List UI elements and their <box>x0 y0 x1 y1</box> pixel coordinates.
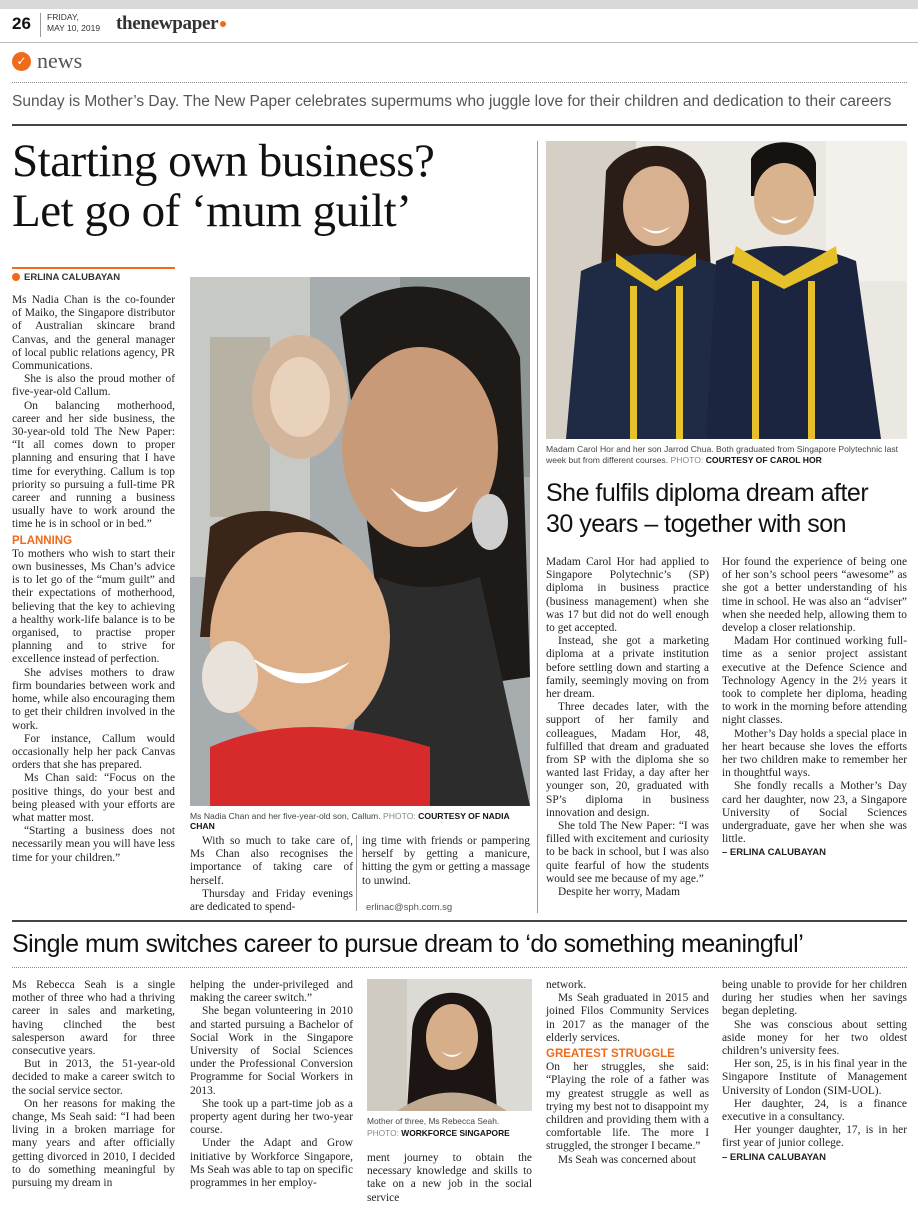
photo-caption-carol <box>546 444 907 466</box>
dotted-divider <box>12 967 907 968</box>
story2-column-2 <box>722 556 907 912</box>
subhead-greatest-struggle: GREATEST STRUGGLE <box>546 1048 675 1061</box>
paragraph: ment journey to obtain the necessary knowledge and skills to take on a new job in the social service <box>367 1152 532 1204</box>
photo-credit: COURTESY OF NADIA CHAN <box>190 811 510 831</box>
story2-headline-line1: She fulfils diploma dream after <box>546 479 869 507</box>
paragraph: To mothers who wish to start their own businesses, Ms Chan’s advice is to let go of the “mum guilt” and their expectations of motherhood, believing that the key to achieving a healthy work-life balance is to be organised, to practise proper planning and to strive for excellence instead of perfection. <box>12 547 175 666</box>
story1-headline <box>12 136 542 236</box>
issue-date <box>47 12 100 34</box>
story1-headline-line2: Let go of ‘mum guilt’ <box>12 185 412 237</box>
story3-column-3 <box>367 1152 532 1204</box>
paragraph: Ms Nadia Chan is the co-founder of Maiko, the Singapore distributor of Australian skincare brand Canvas, and the general manager of local public relations agency, PR Communications. <box>12 294 175 373</box>
story2-signoff: – ERLINA CALUBAYAN <box>722 847 826 859</box>
subhead-planning: PLANNING <box>12 534 73 547</box>
story1-column-1 <box>12 294 175 916</box>
paragraph: helping the under-privileged and making the career switch.” <box>190 979 353 1005</box>
logo-dot-icon <box>220 21 226 27</box>
paragraph: Under the Adapt and Grow initiative by Workforce Singapore, Ms Seah was able to tap on specific programmes in her employ- <box>190 1137 353 1190</box>
paragraph: She advises mothers to draw firm boundaries between work and home, while also encouraging them to get their children involved in the work. <box>12 666 175 732</box>
rule-divider <box>12 124 907 126</box>
check-icon: ✓ <box>12 52 31 71</box>
byline-dot-icon <box>12 273 20 281</box>
photo-nadia-chan-and-son <box>190 277 530 806</box>
paragraph: Madam Carol Hor had applied to Singapore Polytechnic’s (SP) diploma in business practice (business management) when she was 17 but did not do well enough to get accepted. <box>546 556 709 635</box>
caption-text: Ms Nadia Chan and her five-year-old son, Callum. <box>190 811 381 821</box>
paragraph: But in 2013, the 51-year-old decided to make a career switch to the social service sector. <box>12 1058 175 1097</box>
column-divider <box>356 835 357 911</box>
paragraph: She told The New Paper: “I was filled with excitement and curiosity to be back in school, but I was also quite fearful of how the students would see me because of my age.” <box>546 820 709 885</box>
logo-text: thenewpaper <box>116 13 219 34</box>
story3-column-4 <box>546 979 709 1195</box>
story1-column-2 <box>190 835 353 915</box>
issue-day: FRIDAY, <box>47 12 79 22</box>
paragraph: For instance, Callum would occasionally help her pack Canvas orders that she has prepared. <box>12 732 175 772</box>
paragraph: Her son, 25, is in his final year in the Singapore Institute of Management University of London (SIM-UOL). <box>722 1058 907 1097</box>
story1-column-3 <box>362 835 530 891</box>
byline-name: ERLINA CALUBAYAN <box>24 272 121 283</box>
masthead-divider <box>40 13 41 37</box>
page-tagline: Sunday is Mother’s Day. The New Paper celebrates supermums who juggle love for their children and dedication to their careers <box>12 93 892 110</box>
paragraph: Her younger daughter, 17, is in her first year of junior college. <box>722 1124 907 1150</box>
photo-credit-prefix: PHOTO: <box>367 1128 399 1138</box>
photo-credit-prefix: PHOTO: <box>670 455 704 465</box>
byline-rule <box>12 267 175 269</box>
dotted-divider <box>12 82 907 83</box>
author-email: erlinac@sph.com.sg <box>366 902 453 913</box>
paragraph: Ms Seah was concerned about <box>558 1153 696 1166</box>
paragraph: Madam Hor continued working full-time as a senior project assistant executive at the Defence Science and Technology Agency in the 2½ years it took to complete her diploma, heading to work in the morning before attending night classes. <box>722 635 907 727</box>
paragraph: network. <box>546 979 587 991</box>
issue-date-text: MAY 10, 2019 <box>47 23 101 33</box>
paragraph: Hor found the experience of being one of her son’s school peers “awesome” as she got a better understanding of his time in school. He was also an “adviser” when she needed help, allowing them to develop a closer relationship. <box>722 556 907 635</box>
paragraph: She is also the proud mother of five-year-old Callum. <box>12 373 175 399</box>
photo-carol-hor-and-son <box>546 141 907 439</box>
story2-headline <box>546 478 907 540</box>
caption-text: Mother of three, Ms Rebecca Seah. <box>367 1116 500 1126</box>
story3-signoff: – ERLINA CALUBAYAN <box>722 1151 826 1163</box>
photo-rebecca-seah <box>367 979 532 1111</box>
section-label: news <box>37 48 83 73</box>
paragraph: She fondly recalls a Mother’s Day card her daughter, now 23, a Singapore University of Social Sciences undergraduate, gave her when she was little. <box>722 780 907 846</box>
story1-headline-line1: Starting own business? <box>12 135 435 187</box>
paragraph: Ms Chan said: “Focus on the positive things, do your best and being pleased with your efforts are what matter most. <box>12 772 175 824</box>
paragraph: Three decades later, with the support of her family and colleagues, Madam Hor, 48, fulfilled that dream and graduated from SP with the diploma she so wanted last Friday, a day after her younger son, 20, graduated with SP’s diploma in business innovation and design. <box>546 701 709 819</box>
paragraph: Ms Seah graduated in 2015 and joined Filos Community Services in 2017 as the manager of the elderly services. <box>546 992 709 1044</box>
photo-credit: WORKFORCE SINGAPORE <box>401 1128 510 1138</box>
paragraph: With so much to take care of, Ms Chan also recognises the importance of taking care of herself. <box>190 835 353 887</box>
photo-caption-rebecca <box>367 1115 532 1139</box>
paragraph: “Starting a business does not necessarily mean you will have less time for your children.” <box>12 825 175 864</box>
paragraph: On balancing motherhood, career and her side business, the 30-year-old told The New Paper: “It all comes down to proper planning and ensuring that I have time for everything. Callum is top priority so pursuing a full-time PR career and running a business usually have to work around the time he is in school or in bed.” <box>12 399 175 531</box>
photo-credit: COURTESY OF CAROL HOR <box>705 455 822 465</box>
story1-byline <box>12 272 120 283</box>
paragraph: Her daughter, 24, is a finance executive in a consultancy. <box>722 1097 907 1124</box>
masthead <box>0 9 918 43</box>
rule-divider <box>12 920 907 922</box>
story3-column-1 <box>12 979 175 1195</box>
newspaper-logo <box>116 13 226 35</box>
paragraph: On her struggles, she said: “Playing the role of a father was my greatest struggle as well as trying my best not to disappoint my children and providing them with a comfortable life. The more I struggled, the stronger I became.” <box>546 1061 709 1153</box>
paragraph: Instead, she got a marketing diploma at a private institution before settling down and starting a family, seemingly moving on from her dream. <box>546 635 709 701</box>
paragraph: She began volunteering in 2010 and started pursuing a Bachelor of Social Work in the Singapore University of Social Sciences under the Professional Conversion Programme for Social Workers in 2013. <box>190 1005 353 1097</box>
story2-column-1 <box>546 556 709 911</box>
photo-caption-nadia <box>190 811 530 831</box>
page-number: 26 <box>12 14 31 33</box>
paragraph: being unable to provide for her children during her studies when her savings began depleting. <box>722 979 907 1018</box>
story2-headline-line2: 30 years – together with son <box>546 510 847 538</box>
photo-credit-prefix: PHOTO: <box>382 811 416 821</box>
top-bar <box>0 0 918 9</box>
paragraph: Thursday and Friday evenings are dedicated to spend- <box>190 887 353 914</box>
paragraph: Ms Rebecca Seah is a single mother of three who had a thriving career in sales and marketing, having clinched the best salesperson award for three consecutive years. <box>12 979 175 1058</box>
paragraph: She took up a part-time job as a property agent during her two-year course. <box>190 1097 353 1137</box>
story3-headline: Single mum switches career to pursue dream to ‘do something meaningful’ <box>12 930 804 958</box>
paragraph: ing time with friends or pampering herself by getting a manicure, hitting the gym or getting a massage to unwind. <box>362 835 530 887</box>
story3-column-5 <box>722 979 907 1195</box>
paragraph: Mother’s Day holds a special place in her heart because she loves the efforts her two children make to remember her in thoughtful ways. <box>722 727 907 780</box>
paragraph: Despite her worry, Madam <box>558 886 680 899</box>
story3-column-2 <box>190 979 353 1195</box>
story-divider <box>537 141 538 913</box>
paragraph: On her reasons for making the change, Ms Seah said: “I had been living in a broken marriage for many years and after officially getting divorced in 2010, I decided to do something meaningful by pursuing my dream in <box>12 1097 175 1190</box>
paragraph: She was conscious about setting aside money for her two oldest children’s university fees. <box>722 1018 907 1058</box>
caption-text: Madam Carol Hor and her son Jarrod Chua. Both graduated from Singapore Polytechnic last week but from different courses. <box>546 444 899 465</box>
